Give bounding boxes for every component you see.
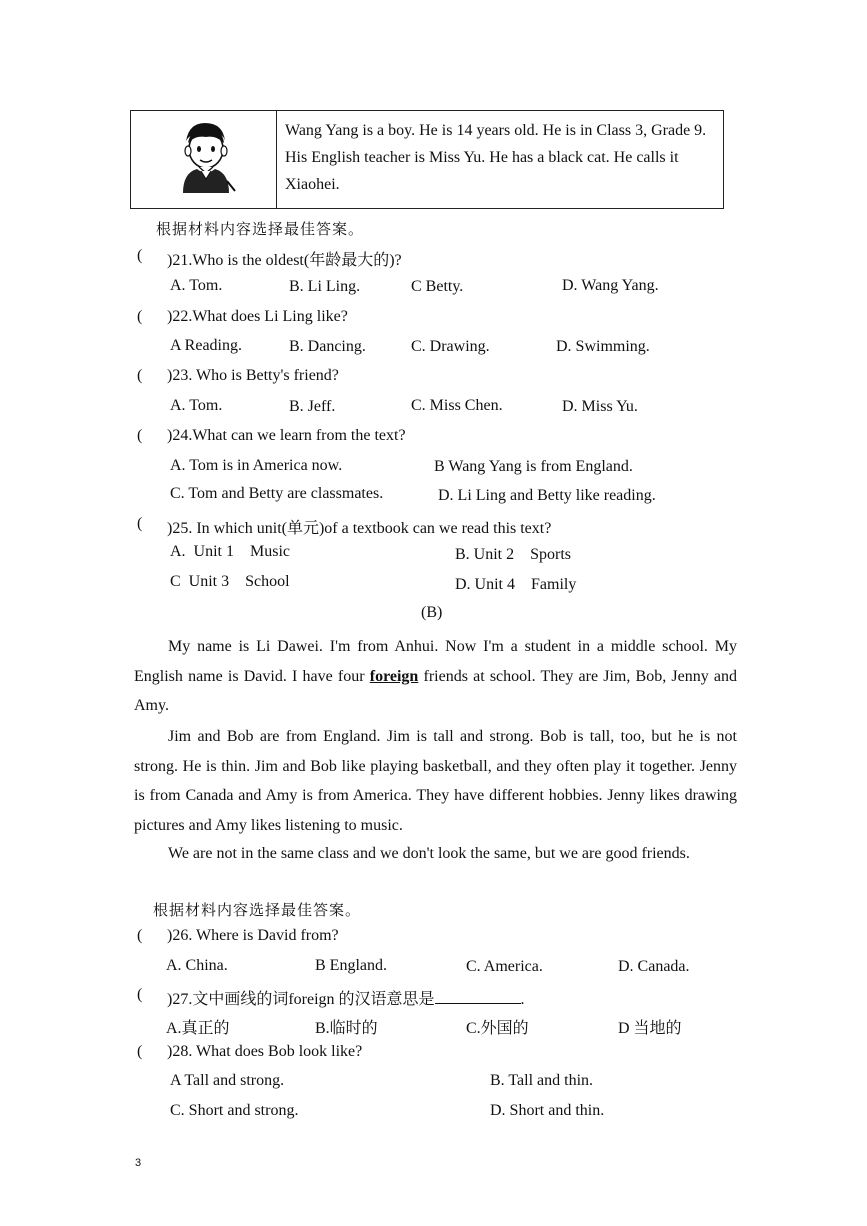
q23-paren: ( (137, 367, 143, 384)
q23-option-d[interactable]: D. Miss Yu. (562, 398, 638, 415)
q25-paren: ( (137, 515, 143, 532)
passage-b-paragraph-3 (134, 840, 737, 867)
q27-answer-blank[interactable] (435, 989, 521, 1004)
q24-paren: ( (137, 427, 143, 444)
q21-option-b[interactable]: B. Li Ling. (289, 278, 361, 295)
q22-stem: )22.What does Li Ling like? (167, 308, 348, 325)
q26-option-b[interactable]: B England. (315, 957, 387, 974)
q27-option-d[interactable]: D 当地的 (618, 1020, 682, 1037)
passage-b-paragraph-2 (134, 722, 737, 840)
q28-option-b[interactable]: B. Tall and thin. (490, 1072, 594, 1089)
passage-b-p1-after: friends at school. They are Jim, Bob, Jenny and Amy. (134, 667, 737, 714)
passage-b-p3-text: We are not in the same class and we don't look the same, but we are good friends. (168, 845, 690, 862)
q27-option-c[interactable]: C.外国的 (466, 1020, 529, 1037)
q22-option-d[interactable]: D. Swimming. (556, 338, 650, 355)
page-number: 3 (135, 1157, 142, 1169)
boy-illustration (131, 111, 277, 208)
q26-option-d[interactable]: D. Canada. (618, 958, 690, 975)
passage-b-p1-before: My name is Li Dawei. I'm from Anhui. Now I'm a student in a middle school. My English name is David. I have four (134, 638, 737, 685)
underlined-word-foreign: foreign (369, 667, 419, 685)
q26-stem: )26. Where is David from? (167, 927, 339, 944)
passage-b-p2-text: Jim and Bob are from England. Jim is tall and strong. Bob is tall, too, but he is not strong. He is thin. Jim and Bob like playing basketball, and they often play it together. Jenny is from Canada and Amy is from America. They have different hobbies. Jenny likes drawing pictures and Amy likes listening to music. (134, 728, 737, 834)
q24-stem: )24.What can we learn from the text? (167, 427, 406, 444)
q25-stem: )25. In which unit(单元)of a textbook can we read this text? (167, 520, 552, 537)
q26-option-c[interactable]: C. America. (466, 958, 543, 975)
q21-stem: )21.Who is the oldest(年龄最大的)? (167, 252, 402, 269)
q21-option-c[interactable]: C Betty. (411, 278, 464, 295)
q27-stem-wrap (167, 986, 525, 1009)
q26-paren: ( (137, 927, 143, 944)
q22-option-a[interactable]: A Reading. (170, 337, 242, 354)
q27-paren: ( (137, 986, 143, 1003)
q26-option-a[interactable]: A. China. (166, 957, 228, 974)
q28-paren: ( (137, 1043, 143, 1060)
q21-option-a[interactable]: A. Tom. (170, 277, 223, 294)
q23-option-b[interactable]: B. Jeff. (289, 398, 336, 415)
q25-option-d[interactable]: D. Unit 4 Family (455, 576, 577, 593)
q27-stem: )27.文中画线的词foreign 的汉语意思是 (167, 991, 435, 1008)
q24-option-b[interactable]: B Wang Yang is from England. (434, 458, 633, 475)
q28-option-a[interactable]: A Tall and strong. (170, 1072, 285, 1089)
q21-paren: ( (137, 247, 143, 264)
q27-stem-end: . (520, 991, 525, 1008)
q23-stem: )23. Who is Betty's friend? (167, 367, 339, 384)
q25-option-b[interactable]: B. Unit 2 Sports (455, 546, 572, 563)
q25-option-a[interactable]: A. Unit 1 Music (170, 543, 290, 560)
q24-option-d[interactable]: D. Li Ling and Betty like reading. (438, 487, 656, 504)
q28-option-c[interactable]: C. Short and strong. (170, 1102, 299, 1119)
passage-b-paragraph-1 (134, 632, 737, 721)
q22-paren: ( (137, 308, 143, 325)
q28-option-d[interactable]: D. Short and thin. (490, 1102, 605, 1119)
q25-option-c[interactable]: C Unit 3 School (170, 573, 290, 590)
q28-stem: )28. What does Bob look like? (167, 1043, 363, 1060)
q24-option-c[interactable]: C. Tom and Betty are classmates. (170, 485, 384, 502)
q27-option-b[interactable]: B.临时的 (315, 1020, 378, 1037)
q27-option-a[interactable]: A.真正的 (166, 1020, 230, 1037)
q22-option-b[interactable]: B. Dancing. (289, 338, 366, 355)
q22-option-c[interactable]: C. Drawing. (411, 338, 490, 355)
instruction-a: 根据材料内容选择最佳答案。 (156, 220, 365, 238)
q23-option-c[interactable]: C. Miss Chen. (411, 397, 503, 414)
boy-cartoon-icon (131, 111, 276, 207)
passage-a-text: Wang Yang is a boy. He is 14 years old. He is in Class 3, Grade 9. His English teacher is Miss Yu. He has a black cat. He calls it Xiaohei. (285, 122, 707, 193)
q23-option-a[interactable]: A. Tom. (170, 397, 223, 414)
q24-option-a[interactable]: A. Tom is in America now. (170, 457, 343, 474)
q21-option-d[interactable]: D. Wang Yang. (562, 277, 659, 294)
section-b-heading: (B) (421, 604, 443, 621)
instruction-b: 根据材料内容选择最佳答案。 (153, 901, 362, 919)
passage-a-table (130, 110, 724, 209)
